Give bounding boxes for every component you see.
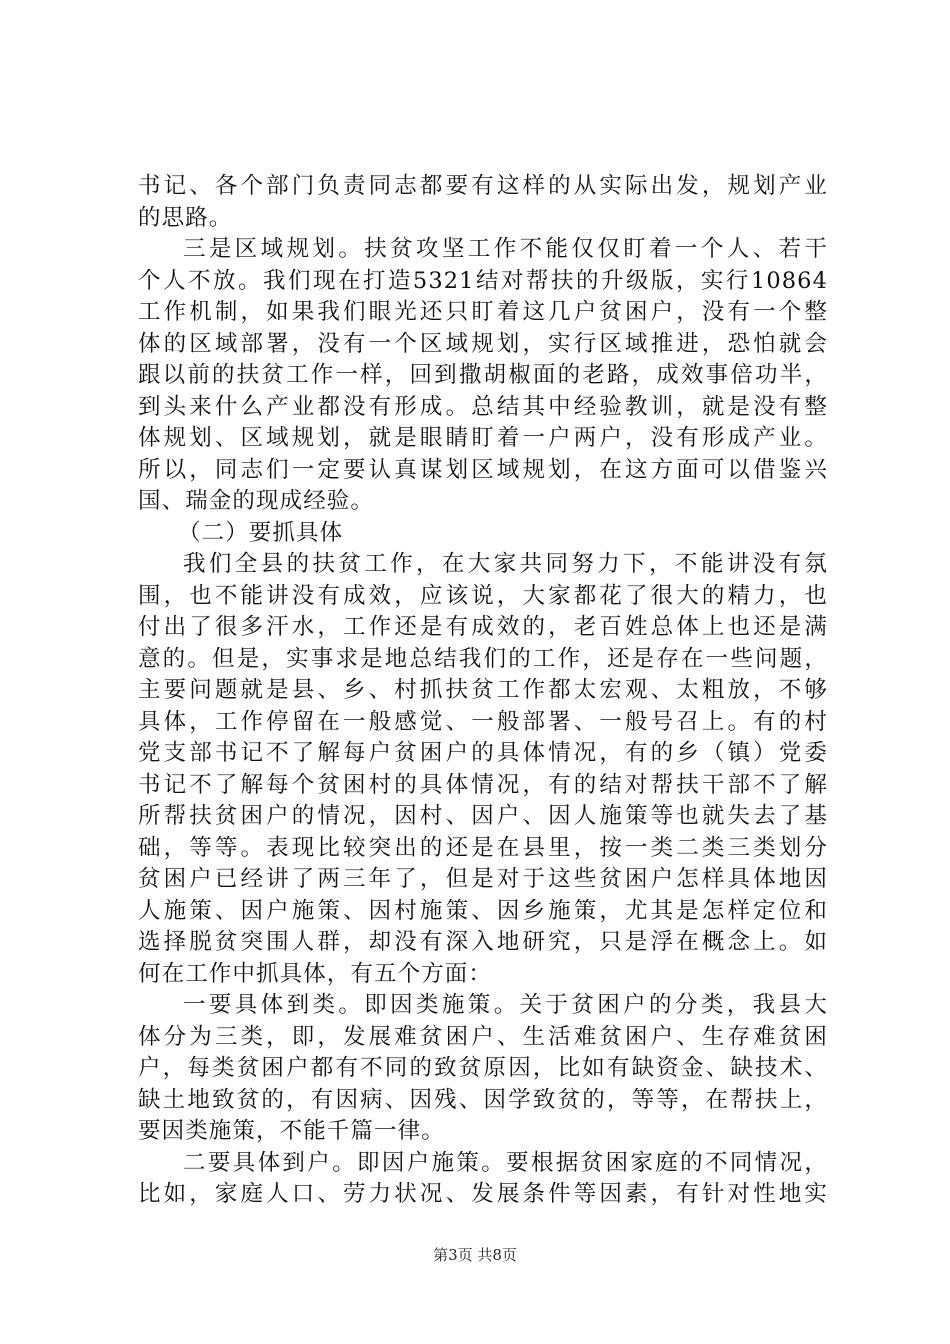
text-line: 付出了很多汗水，工作还是有成效的，老百姓总体上也还是满 xyxy=(138,614,828,640)
text-line: 人施策、因户施策、因村施策、因乡施策，尤其是怎样定位和 xyxy=(138,897,828,924)
text-line: 党支部书记不了解每户贫困户的具体情况，有的乡（镇）党委 xyxy=(138,740,828,766)
text-line: 何在工作中抓具体，有五个方面： xyxy=(138,960,493,987)
text-line: 一要具体到类。即因类施策。关于贫困户的分类，我县大 xyxy=(183,992,828,1018)
text-line: 工作机制，如果我们眼光还只盯着这几户贫困户，没有一个整 xyxy=(138,299,828,325)
text-line: 要因类施策，不能千篇一律。 xyxy=(138,1118,445,1144)
text-line: 二要具体到户。即因户施策。要根据贫困家庭的不同情况， xyxy=(183,1149,828,1176)
text-line: 书记不了解每个贫困村的具体情况，有的结对帮扶干部不了解 xyxy=(138,771,828,798)
text-line: 主要问题就是县、乡、村抓扶贫工作都太宏观、太粗放，不够 xyxy=(138,677,828,703)
text-line: 意的。但是，实事求是地总结我们的工作，还是存在一些问题， xyxy=(138,645,828,672)
page-footer: 第3页 共8页 xyxy=(433,1246,517,1264)
text-line: 体分为三类，即，发展难贫困户、生活难贫困户、生存难贫困 xyxy=(138,1023,828,1050)
text-line: 到头来什么产业都没有形成。总结其中经验教训，就是没有整 xyxy=(138,393,828,420)
text-line: 贫困户已经讲了两三年了，但是对于这些贫困户怎样具体地因 xyxy=(138,866,828,892)
document-body xyxy=(138,171,828,1211)
text-line: 三是区域规划。扶贫攻坚工作不能仅仅盯着一个人、若干 xyxy=(183,236,828,262)
text-line: 书记、各个部门负责同志都要有这样的从实际出发，规划产业 xyxy=(138,173,828,199)
text-line: 跟以前的扶贫工作一样，回到撒胡椒面的老路，成效事倍功半， xyxy=(138,362,828,388)
text-line: 的思路。 xyxy=(138,204,233,231)
text-line: （二）要抓具体 xyxy=(178,519,344,546)
text-line: 所帮扶贫困户的情况，因村、因户、因人施策等也就失去了基 xyxy=(138,803,828,829)
text-line: 体规划、区域规划，就是眼睛盯着一户两户，没有形成产业。 xyxy=(138,425,828,451)
text-line: 所以，同志们一定要认真谋划区域规划，在这方面可以借鉴兴 xyxy=(138,456,828,483)
text-line: 具体，工作停留在一般感觉、一般部署、一般号召上。有的村 xyxy=(138,708,828,735)
text-line: 个人不放。我们现在打造5321结对帮扶的升级版，实行10864 xyxy=(138,267,828,294)
text-line: 础，等等。表现比较突出的还是在县里，按一类二类三类划分 xyxy=(138,834,828,861)
text-line: 我们全县的扶贫工作，在大家共同努力下，不能讲没有氛 xyxy=(183,551,828,577)
text-line: 选择脱贫突围人群，却没有深入地研究，只是浮在概念上。如 xyxy=(138,929,828,955)
text-line: 户，每类贫困户都有不同的致贫原因，比如有缺资金、缺技术、 xyxy=(138,1055,828,1081)
text-line: 围，也不能讲没有成效，应该说，大家都花了很大的精力，也 xyxy=(138,582,828,609)
text-line: 比如，家庭人口、劳力状况、发展条件等因素，有针对性地实 xyxy=(138,1181,828,1207)
text-line: 体的区域部署，没有一个区域规划，实行区域推进，恐怕就会 xyxy=(138,330,828,357)
text-line: 国、瑞金的现成经验。 xyxy=(138,488,375,514)
text-line: 缺土地致贫的，有因病、因残、因学致贫的，等等，在帮扶上， xyxy=(138,1086,828,1113)
